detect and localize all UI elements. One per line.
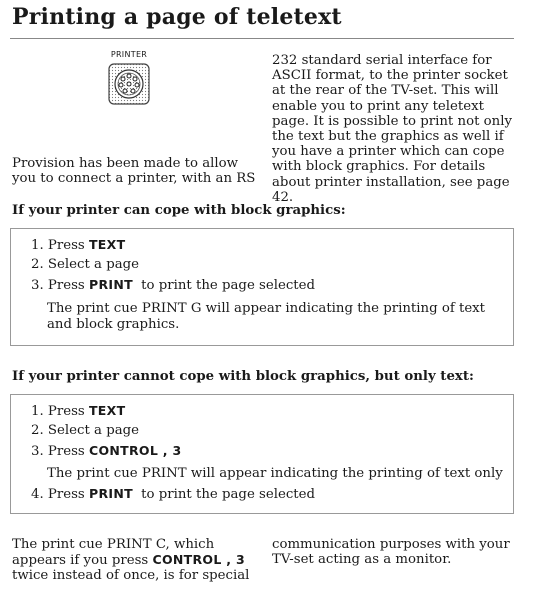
section2-note: The print cue PRINT will appear indicating the printing of text only <box>47 466 503 481</box>
section1-step-3: 3. Press PRINT to print the page selected <box>31 277 316 293</box>
section1-heading: If your printer can cope with block graphics: <box>12 203 346 218</box>
printer-socket-figure <box>104 50 154 109</box>
page-title: Printing a page of teletext <box>12 4 342 30</box>
title-divider <box>10 38 514 39</box>
control-3-key: CONTROL , 3 <box>152 552 245 568</box>
text-key: TEXT <box>88 403 126 418</box>
footer-right-text: communication purposes with your TV-set acting as a monitor. <box>272 537 510 568</box>
section2-box <box>10 394 514 514</box>
footer-left-text: The print cue PRINT C, which appears if you press CONTROL , 3 twice instead of once, is for special <box>12 537 250 584</box>
section1-step-1: 1. Press TEXT <box>31 237 126 253</box>
section1-note: The print cue PRINT G will appear indicating the printing of text and block graphics. <box>47 301 486 332</box>
section2-heading: If your printer cannot cope with block graphics, but only text: <box>12 369 474 384</box>
section2-step-4: 4. Press PRINT to print the page selected <box>31 486 316 502</box>
print-key: PRINT <box>88 486 133 501</box>
intro-left-text: Provision has been made to allow you to connect a printer, with an RS <box>12 156 256 187</box>
intro-right-text: 232 standard serial interface for ASCII format, to the printer socket at the rear of the TV-set. This will enable you to print any teletext page. It is possible to print not only the text but the graphics as well if you have a printer which can cope with block graphics. For details about printer installation, see page 42. <box>272 53 512 205</box>
printer-label: PRINTER <box>110 50 148 59</box>
section2-step-3: 3. Press CONTROL , 3 <box>31 443 182 459</box>
section1-step-2: 2. Select a page <box>31 257 140 272</box>
section2-step-1: 1. Press TEXT <box>31 403 126 419</box>
printer-socket-icon <box>108 63 150 105</box>
section1-box <box>10 228 514 346</box>
section2-step-2: 2. Select a page <box>31 423 140 438</box>
text-key: TEXT <box>88 237 126 252</box>
control-3-key: CONTROL , 3 <box>88 443 182 458</box>
print-key: PRINT <box>88 277 133 292</box>
